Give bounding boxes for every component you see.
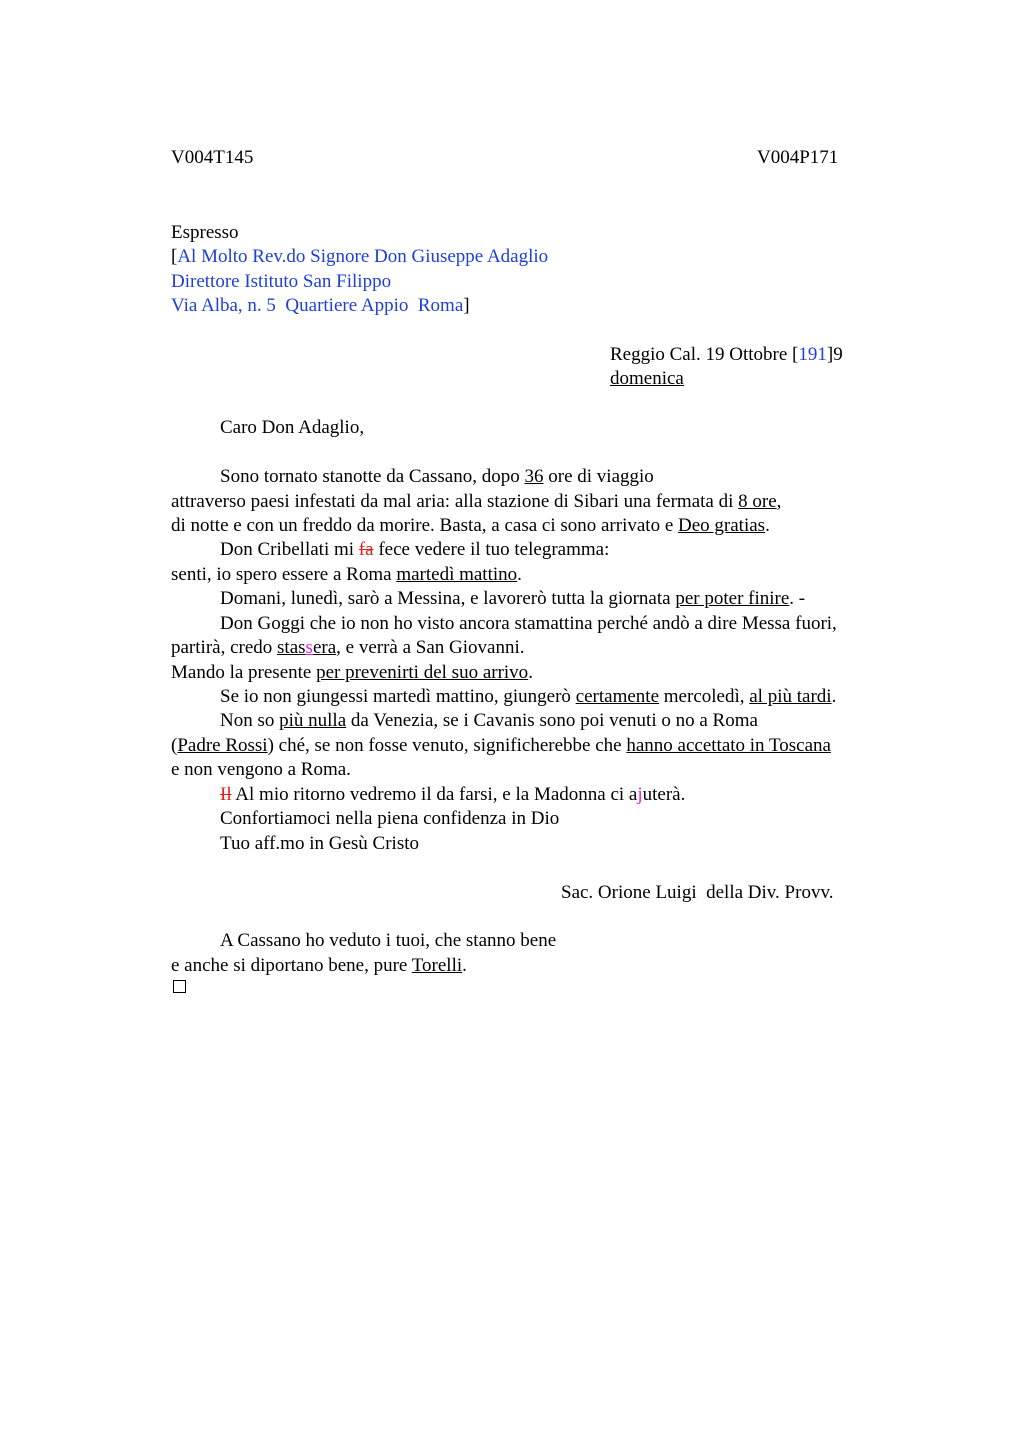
body-line-10: Se io non giungessi martedì mattino, giungerò certamente mercoledì, al più tardi. [220, 686, 837, 707]
delivery-type: Espresso [171, 222, 239, 243]
inserted-letter: s [305, 637, 313, 658]
dateline-day: domenica [610, 368, 684, 389]
address-line-3: Via Alba, n. 5 Quartiere Appio Roma] [171, 295, 470, 316]
header-right-code: V004P171 [757, 147, 839, 168]
body-line-2: attraverso paesi infestati da mal aria: alla stazione di Sibari una fermata di 8 ore, [171, 491, 782, 512]
body-line-5: senti, io spero essere a Roma martedì mattino. [171, 564, 522, 585]
body-line-11: Non so più nulla da Venezia, se i Cavanis sono poi venuti o no a Roma [220, 710, 758, 731]
body-line-7: Don Goggi che io non ho visto ancora stamattina perché andò a dire Messa fuori, [220, 613, 837, 634]
signature: Sac. Orione Luigi della Div. Provv. [561, 882, 834, 903]
body-line-8: partirà, credo stassera, e verrà a San Giovanni. [171, 637, 525, 658]
body-line-13: e non vengono a Roma. [171, 759, 351, 780]
deleted-word: Il [220, 784, 232, 805]
address-line-1: [Al Molto Rev.do Signore Don Giuseppe Adaglio [171, 246, 549, 267]
salutation: Caro Don Adaglio, [220, 417, 365, 438]
square-outline-icon [173, 980, 186, 993]
deleted-word: fa [358, 539, 374, 560]
closing: Tuo aff.mo in Gesù Cristo [220, 833, 419, 854]
postscript-line-1: A Cassano ho veduto i tuoi, che stanno bene [220, 930, 557, 951]
body-line-15: Confortiamoci nella piena confidenza in Dio [220, 808, 560, 829]
body-line-6: Domani, lunedì, sarò a Messina, e lavorerò tutta la giornata per poter finire. - [220, 588, 806, 609]
postscript-line-2: e anche si diportano bene, pure Torelli. [171, 955, 467, 976]
body-line-3: di notte e con un freddo da morire. Basta, a casa ci sono arrivato e Deo gratias. [171, 515, 770, 536]
body-line-1: Sono tornato stanotte da Cassano, dopo 36 ore di viaggio [220, 466, 654, 487]
address-line-2: Direttore Istituto San Filippo [171, 271, 392, 292]
body-line-9: Mando la presente per prevenirti del suo arrivo. [171, 662, 533, 683]
header-left-code: V004T145 [171, 147, 254, 168]
body-line-12: (Padre Rossi) ché, se non fosse venuto, significherebbe che hanno accettato in Toscana [171, 735, 831, 756]
body-line-4: Don Cribellati mi fa fece vedere il tuo telegramma: [220, 539, 610, 560]
inserted-letter: j [637, 784, 643, 805]
dateline: Reggio Cal. 19 Ottobre [191]9 [610, 344, 843, 365]
body-line-14: Il Al mio ritorno vedremo il da farsi, e la Madonna ci ajuterà. [220, 784, 686, 805]
